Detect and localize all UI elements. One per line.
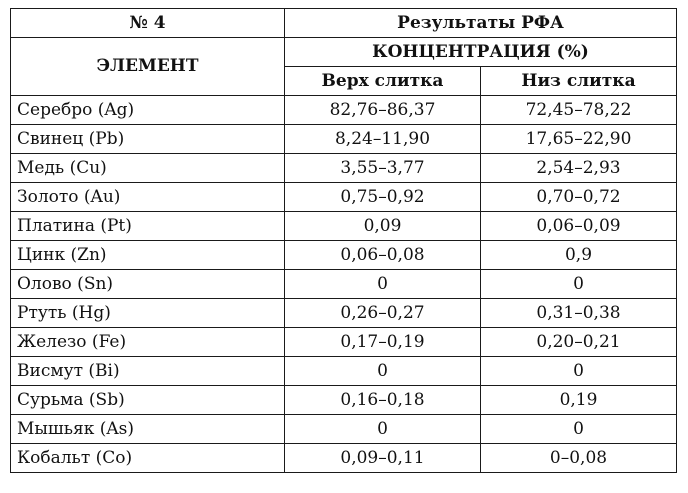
header-row-title bbox=[11, 9, 677, 38]
xrf-results-table bbox=[10, 8, 677, 473]
top-value-cell: 82,76–86,37 bbox=[285, 96, 481, 125]
table-row bbox=[11, 328, 677, 357]
element-cell: Золото (Au) bbox=[11, 183, 285, 212]
table-header bbox=[11, 9, 677, 96]
top-value-cell: 0 bbox=[285, 270, 481, 299]
element-cell: Медь (Cu) bbox=[11, 154, 285, 183]
element-cell: Висмут (Bi) bbox=[11, 357, 285, 386]
element-cell: Железо (Fe) bbox=[11, 328, 285, 357]
table-row bbox=[11, 299, 677, 328]
top-value-cell: 0,26–0,27 bbox=[285, 299, 481, 328]
bottom-value-cell: 0,70–0,72 bbox=[481, 183, 677, 212]
bottom-column-header: Низ слитка bbox=[481, 67, 677, 96]
bottom-value-cell: 0 bbox=[481, 270, 677, 299]
bottom-value-cell: 0 bbox=[481, 357, 677, 386]
bottom-value-cell: 0,9 bbox=[481, 241, 677, 270]
element-cell: Кобальт (Co) bbox=[11, 444, 285, 473]
bottom-value-cell: 0–0,08 bbox=[481, 444, 677, 473]
element-cell: Ртуть (Hg) bbox=[11, 299, 285, 328]
table-row bbox=[11, 357, 677, 386]
top-column-header: Верх слитка bbox=[285, 67, 481, 96]
table-row bbox=[11, 96, 677, 125]
header-row-concentration bbox=[11, 38, 677, 67]
table-row bbox=[11, 125, 677, 154]
top-value-cell: 0 bbox=[285, 415, 481, 444]
element-cell: Платина (Pt) bbox=[11, 212, 285, 241]
bottom-value-cell: 2,54–2,93 bbox=[481, 154, 677, 183]
element-cell: Серебро (Ag) bbox=[11, 96, 285, 125]
top-value-cell: 0,09 bbox=[285, 212, 481, 241]
bottom-value-cell: 17,65–22,90 bbox=[481, 125, 677, 154]
table-row bbox=[11, 386, 677, 415]
top-value-cell: 0,06–0,08 bbox=[285, 241, 481, 270]
results-title: Результаты РФА bbox=[285, 9, 677, 38]
bottom-value-cell: 0 bbox=[481, 415, 677, 444]
bottom-value-cell: 0,31–0,38 bbox=[481, 299, 677, 328]
sample-number: № 4 bbox=[11, 9, 285, 38]
bottom-value-cell: 0,06–0,09 bbox=[481, 212, 677, 241]
element-column-header: ЭЛЕМЕНТ bbox=[11, 38, 285, 96]
top-value-cell: 8,24–11,90 bbox=[285, 125, 481, 154]
element-cell: Мышьяк (As) bbox=[11, 415, 285, 444]
element-cell: Сурьма (Sb) bbox=[11, 386, 285, 415]
table-row bbox=[11, 241, 677, 270]
element-cell: Свинец (Pb) bbox=[11, 125, 285, 154]
top-value-cell: 0,16–0,18 bbox=[285, 386, 481, 415]
concentration-header: КОНЦЕНТРАЦИЯ (%) bbox=[285, 38, 677, 67]
top-value-cell: 0,17–0,19 bbox=[285, 328, 481, 357]
table-row bbox=[11, 444, 677, 473]
bottom-value-cell: 72,45–78,22 bbox=[481, 96, 677, 125]
table-row bbox=[11, 270, 677, 299]
top-value-cell: 0,75–0,92 bbox=[285, 183, 481, 212]
table-row bbox=[11, 154, 677, 183]
top-value-cell: 0,09–0,11 bbox=[285, 444, 481, 473]
table-row bbox=[11, 212, 677, 241]
bottom-value-cell: 0,19 bbox=[481, 386, 677, 415]
element-cell: Цинк (Zn) bbox=[11, 241, 285, 270]
table-row bbox=[11, 183, 677, 212]
table-row bbox=[11, 415, 677, 444]
element-cell: Олово (Sn) bbox=[11, 270, 285, 299]
bottom-value-cell: 0,20–0,21 bbox=[481, 328, 677, 357]
top-value-cell: 0 bbox=[285, 357, 481, 386]
table-body bbox=[11, 96, 677, 473]
top-value-cell: 3,55–3,77 bbox=[285, 154, 481, 183]
